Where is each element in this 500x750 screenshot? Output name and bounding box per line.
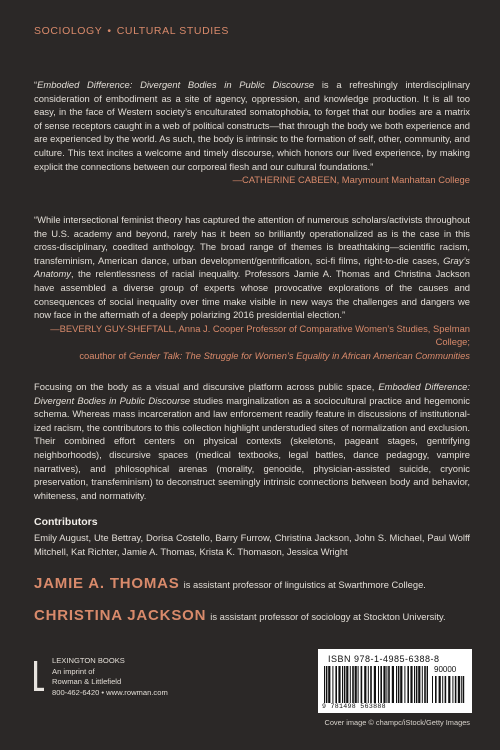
barcode-bar <box>418 666 420 703</box>
publisher-contact: 800-462-6420 • www.rowman.com <box>52 687 168 697</box>
barcode-bar <box>452 676 453 703</box>
author-bio-jackson <box>34 607 446 624</box>
barcode-bar <box>383 666 385 703</box>
barcode-bar <box>364 666 366 703</box>
barcode-bar <box>422 666 423 703</box>
category-sociology: SOCIOLOGY <box>34 25 103 37</box>
attribution-title: Gender Talk: The Struggle for Women’s Equality in African American Communities <box>128 349 470 361</box>
barcode-bar <box>396 666 397 703</box>
open-quote: “ <box>34 79 38 90</box>
description-text-b: studies marginalization as a sociocultural practice and hegemonic schema. Whereas mass incarceration and law enforcement readily feature in discussions of institutional-ized racism, the contributors to this collection highlight understudied sites of normalization and exclusion. Their combined effort centers on physical contexts (skeletons, pageant stages, gentrifying neighborhoods), discursive spaces (medical textbooks, legal battles, dance pedagogy, vampire narratives), and philosophical arenas (morality, genocide, physician-assisted suicide, cryonic preservation, transfeminism) to deconstruct seemingly intrinsic connections between body and behavior, whiteness, and normativity. <box>34 394 470 501</box>
subject-categories <box>34 25 229 37</box>
isbn-number: ISBN 978-1-4985-6388-8 <box>328 654 440 664</box>
author-bio: is assistant professor of sociology at Stockton University. <box>210 611 446 622</box>
cover-image-credit: Cover image © champc/iStock/Getty Images <box>324 718 470 727</box>
barcode-bar <box>346 666 348 703</box>
endorsement-cabeen <box>34 78 470 187</box>
barcode-bars <box>324 666 428 703</box>
book-title-italic: Embodied Difference: Divergent Bodies in Public Discourse <box>37 79 315 90</box>
barcode-bar <box>335 666 337 703</box>
barcode-bar <box>407 666 409 703</box>
author-bio-thomas <box>34 575 426 592</box>
publisher-imprint-line: An imprint of <box>52 666 95 676</box>
barcode-bar <box>324 666 325 703</box>
barcode-bar <box>338 666 340 703</box>
publisher-name: LEXINGTON BOOKS <box>52 656 125 665</box>
description-text-a: Focusing on the body as a visual and discursive platform across public space, <box>34 381 379 392</box>
barcode-bar <box>448 676 450 703</box>
barcode-bar <box>332 666 333 703</box>
endorsement-text-a: “While intersectional feminist theory has captured the attention of numerous scholars/activists throughout the U.S. academy and beyond, rarely has it been so brilliantly operationalized as is the case in this cross-disciplinary, coedited anthology. The broad range of themes is breathtaking—scientific racism, transfeminism, American dance, urban development/gentrification, sci-fi films, right-to-die cases, <box>34 214 470 266</box>
price-code: 90000 <box>434 665 457 674</box>
author-name: CHRISTINA JACKSON <box>34 607 207 624</box>
barcode-bar <box>410 666 412 703</box>
endorsement-attribution <box>34 322 470 363</box>
endorsement-text-b: , the relentlessness of racial inequality. Professors Jamie A. Thomas and Christina Jackson have assembled a diverse group of experts whose provocative explorations of the causes and consequences of social inequality over time make visible in new ways the challenges and dangers we now face in the aftermath of a deeply polarizing 2016 presidential election.” <box>34 268 470 321</box>
barcode-bar <box>388 666 390 703</box>
barcode-bar <box>355 666 357 703</box>
barcode-bar <box>380 666 382 703</box>
barcode-bar <box>427 666 428 703</box>
publisher-logo-icon <box>34 661 44 691</box>
attribution-line-2: coauthor of <box>79 349 129 361</box>
publisher-info <box>52 656 168 698</box>
barcode-bar <box>404 666 405 703</box>
barcode-bar <box>352 666 354 703</box>
barcode-bar <box>326 666 328 703</box>
barcode-bar <box>344 666 346 703</box>
contributors-heading: Contributors <box>34 516 98 528</box>
barcode-bar <box>378 666 379 703</box>
barcode-bar <box>386 666 387 703</box>
barcode-bar <box>445 676 447 703</box>
barcode-bar <box>361 666 363 703</box>
barcode-bar <box>392 666 394 703</box>
barcode-bar <box>432 676 433 703</box>
barcode-bar <box>370 666 372 703</box>
category-separator: • <box>107 25 112 37</box>
book-description <box>34 380 470 502</box>
description-title: Embodied Difference: Divergent Bodies in Public Discourse <box>34 381 470 406</box>
barcode-bar <box>439 676 441 703</box>
barcode-bar <box>416 666 418 703</box>
barcode-bar <box>342 666 343 703</box>
endorsement-text: is a refreshingly interdisciplinary consideration of embodiment as a site of agency, oppression, and knowledge production. It is all too easy, in the face of Western society’s enculturated somatophobia, to forget that our bodies are a matrix of sense receptors caught in a web of political constructs—that through the body we both experience and are experienced by the world. As such, the body is intrinsic to the formation of self, other, community, and culture. This text incites a welcome and timely discourse, which honors our lived experience, by making explicit the connections between our corporeal flesh and our cultural foundations.” <box>34 79 470 172</box>
barcode-bar <box>455 676 457 703</box>
barcode-bar <box>461 676 462 703</box>
barcode-bar <box>400 666 402 703</box>
barcode-bar <box>458 676 460 703</box>
barcode-digits: 9 781498 563888 <box>322 703 386 710</box>
barcode-bar <box>463 676 465 703</box>
publisher-parent: Rowman & Littlefield <box>52 677 122 687</box>
isbn-barcode <box>318 649 472 713</box>
price-barcode-bars <box>432 676 466 703</box>
barcode-bar <box>424 666 426 703</box>
barcode-bar <box>328 666 330 703</box>
barcode-bar <box>350 666 351 703</box>
barcode-bar <box>414 666 415 703</box>
attribution-line-1: —BEVERLY GUY-SHEFTALL, Anna J. Cooper Professor of Comparative Women’s Studies, Spelman College; <box>50 322 470 348</box>
author-name: JAMIE A. THOMAS <box>34 575 180 592</box>
barcode-bar <box>442 676 443 703</box>
author-bio: is assistant professor of linguistics at Swarthmore College. <box>183 579 426 590</box>
barcode-bar <box>374 666 376 703</box>
endorsement-attribution: —CATHERINE CABEEN, Marymount Manhattan College <box>232 174 470 186</box>
contributors-list: Emily August, Ute Bettray, Dorisa Costello, Barry Furrow, Christina Jackson, John S. Michael, Paul Wolff Mitchell, Kat Richter, Jamie A. Thomas, Krista K. Thomason, Jessica Wright <box>34 532 470 557</box>
endorsement-italic: Gray’s Anatomy <box>34 254 470 280</box>
barcode-bar <box>368 666 369 703</box>
category-cultural-studies: CULTURAL STUDIES <box>116 25 229 37</box>
endorsement-guy-sheftall <box>34 213 470 363</box>
barcode-bar <box>358 666 359 703</box>
barcode-bar <box>398 666 400 703</box>
barcode-bar <box>435 676 437 703</box>
